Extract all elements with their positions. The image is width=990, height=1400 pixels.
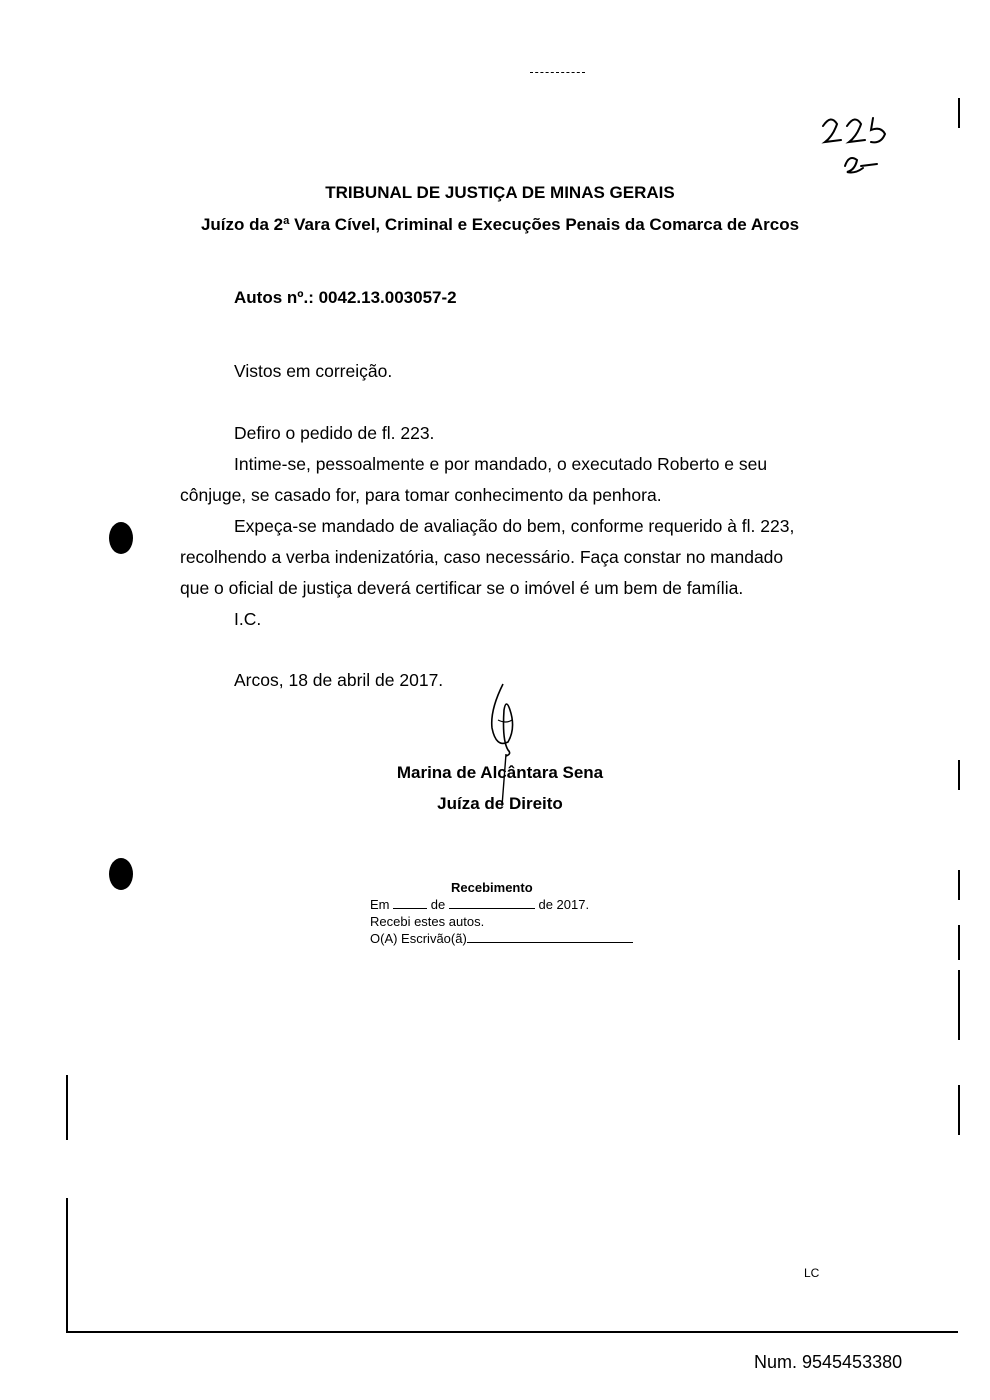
scan-edge-right-6 [958,1085,960,1135]
scan-edge-left-1 [66,1075,68,1140]
court-division: Juízo da 2ª Vara Cível, Criminal e Execuções Penais da Comarca de Arcos [200,215,800,234]
paragraph-2-line-2: cônjuge, se casado for, para tomar conhecimento da penhora. [180,485,662,505]
scan-edge-bottom [66,1331,958,1333]
paragraph-1: Defiro o pedido de fl. 223. [234,423,435,443]
signatory-role: Juíza de Direito [437,794,563,813]
receipt-clerk-line [370,930,670,947]
receipt-de: de [430,897,446,912]
paragraph-2-line-1: Intime-se, pessoalmente e por mandado, o executado Roberto e seu [234,454,768,474]
handwritten-signature [478,680,528,810]
receipt-received: Recebi estes autos. [370,914,485,929]
paragraph-3-line-2: recolhendo a verba indenizatória, caso necessário. Faça constar no mandado [180,547,784,567]
scan-edge-right-5 [958,970,960,1040]
scan-edge-right-4 [958,925,960,960]
vistos-text: Vistos em correição. [234,361,393,381]
court-name: TRIBUNAL DE JUSTIÇA DE MINAS GERAIS [325,183,675,202]
page-number-mark [815,108,905,188]
day-blank [393,896,427,909]
receipt-title: Recebimento [451,880,533,895]
scan-dash-top [530,72,585,73]
signatory-name: Marina de Alcântara Sena [396,763,604,782]
paragraph-3-line-1: Expeça-se mandado de avaliação do bem, conforme requerido à fl. 223, [234,516,795,536]
case-number: Autos nº.: 0042.13.003057-2 [234,288,457,307]
ic-text: I.C. [234,609,262,629]
receipt-year: de 2017. [538,897,590,912]
clerk-signature-blank [467,930,633,943]
scan-edge-right-2 [958,760,960,790]
document-number: Num. 9545453380 [754,1352,903,1372]
receipt-block [370,879,670,947]
month-blank [449,896,535,909]
receipt-em: Em [370,897,390,912]
scan-edge-right-1 [958,98,960,128]
place-date: Arcos, 18 de abril de 2017. [234,670,444,690]
scan-edge-left-2 [66,1198,68,1333]
footer-initials: LC [804,1266,820,1280]
scan-edge-right-3 [958,870,960,900]
receipt-clerk-label: O(A) Escrivão(ã) [370,931,467,946]
punch-hole-top [109,522,133,554]
receipt-date-line [370,896,670,913]
paragraph-3-line-3: que o oficial de justiça deverá certificar se o imóvel é um bem de família. [180,578,744,598]
punch-hole-bottom [109,858,133,890]
